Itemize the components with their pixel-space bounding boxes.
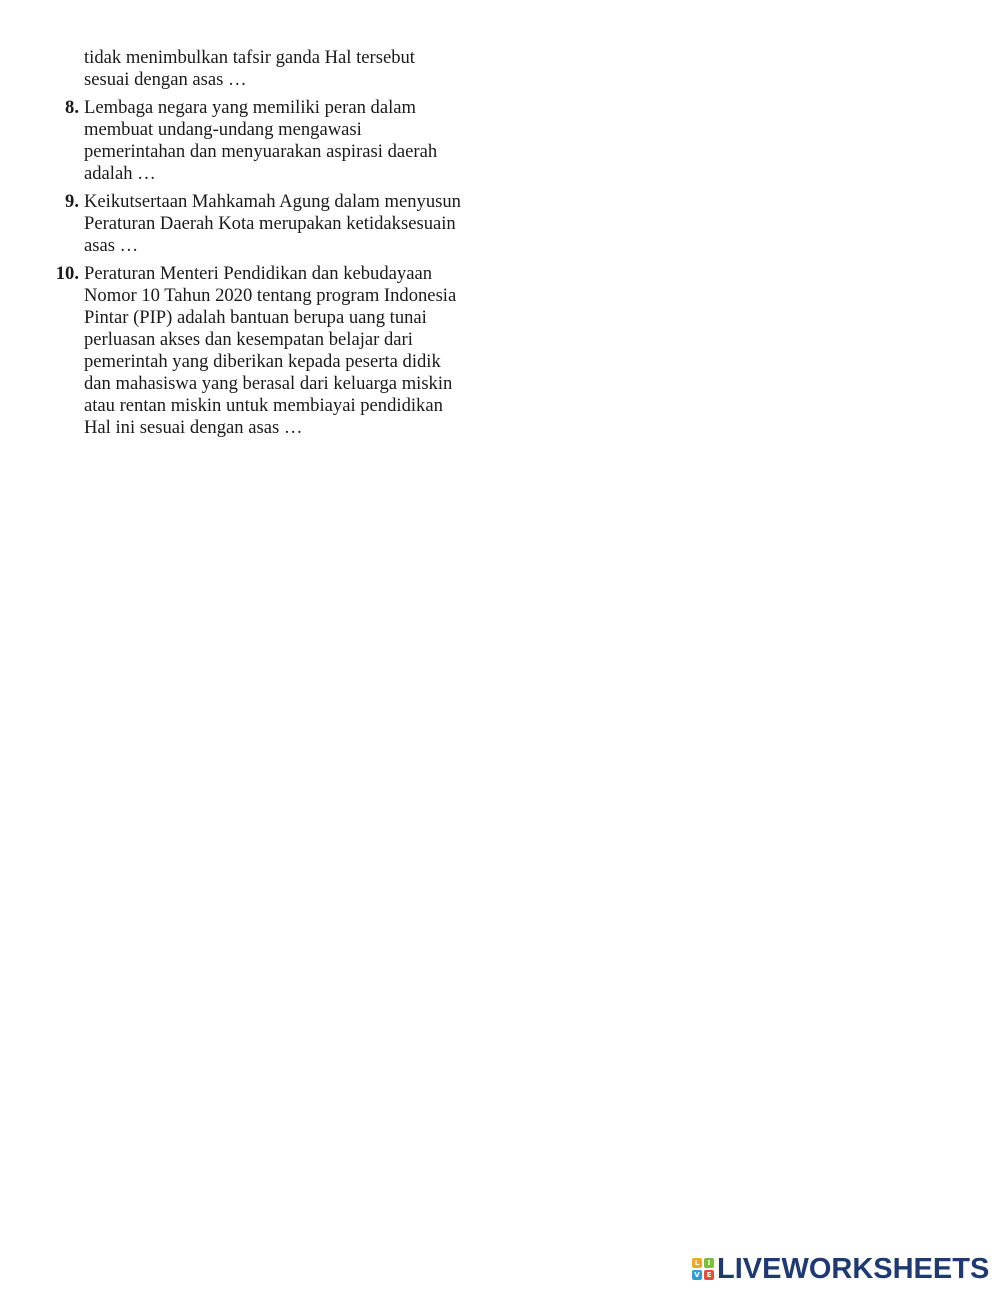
- question-text-line: Pintar (PIP) adalah bantuan berupa uang tunai: [84, 307, 427, 328]
- question-8: [50, 97, 500, 185]
- liveworksheets-logo: [692, 1253, 989, 1285]
- liveworksheets-logo-text: LIVEWORKSHEETS: [717, 1252, 990, 1285]
- logo-tile-e: E: [704, 1270, 714, 1280]
- question-text-line: dan mahasiswa yang berasal dari keluarga miskin: [84, 373, 453, 394]
- logo-tile-i: I: [704, 1258, 714, 1268]
- question-text-line: pemerintahan dan menyuarakan aspirasi daerah: [84, 141, 438, 162]
- logo-tile-l: L: [692, 1258, 702, 1268]
- question-10: [50, 263, 500, 439]
- question-text: [84, 263, 500, 439]
- question-text-line: Lembaga negara yang memiliki peran dalam: [84, 97, 416, 118]
- liveworksheets-logo-icon: [692, 1258, 714, 1280]
- question-text-line: Keikutsertaan Mahkamah Agung dalam menyusun: [84, 191, 461, 212]
- question-text: [84, 191, 500, 257]
- question-text-line: Nomor 10 Tahun 2020 tentang program Indonesia: [84, 285, 457, 306]
- question-text-line: Hal ini sesuai dengan asas …: [84, 417, 303, 438]
- question-text-line: perluasan akses dan kesempatan belajar dari: [84, 329, 413, 350]
- question-9: [50, 191, 500, 257]
- question-number: 9.: [65, 191, 79, 212]
- question-text-line: pemerintah yang diberikan kepada peserta didik: [84, 351, 441, 372]
- question-text: [84, 47, 500, 91]
- question-text-line: atau rentan miskin untuk membiayai pendidikan: [84, 395, 443, 416]
- question-list: [50, 47, 500, 445]
- question-text-line: asas …: [84, 235, 139, 256]
- question-text-line: tidak menimbulkan tafsir ganda Hal tersebut: [84, 47, 415, 68]
- logo-tile-v: V: [692, 1270, 702, 1280]
- question-text: [84, 97, 500, 185]
- question-7-continuation: [50, 47, 500, 91]
- question-text-line: Peraturan Daerah Kota merupakan ketidaksesuain: [84, 213, 456, 234]
- question-text-line: adalah …: [84, 163, 156, 184]
- question-text-line: Peraturan Menteri Pendidikan dan kebudayaan: [84, 263, 432, 284]
- question-number: 10.: [55, 263, 79, 284]
- question-text-line: membuat undang-undang mengawasi: [84, 119, 362, 140]
- question-number: 8.: [65, 97, 79, 118]
- question-text-line: sesuai dengan asas …: [84, 69, 247, 90]
